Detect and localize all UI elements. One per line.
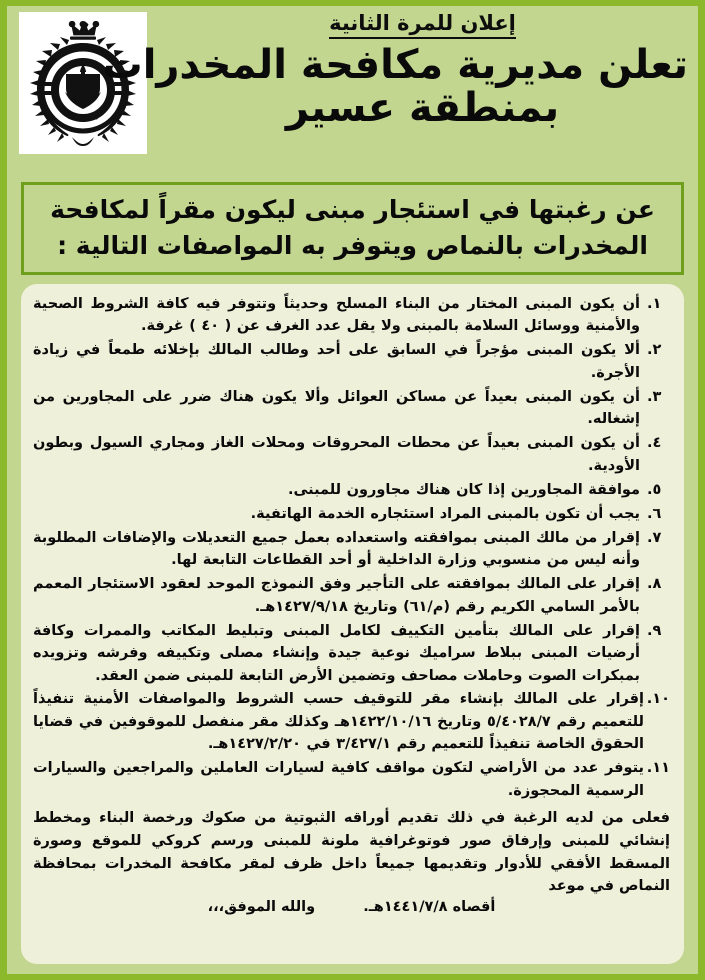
subtitle-line-1: عن رغبتها في استئجار مبنى ليكون مقراً لمكافحة bbox=[50, 195, 655, 224]
announcement-page bbox=[7, 6, 698, 974]
item-text: أن يكون المبنى بعيداً عن مساكن العوائل وألا يكون هناك ضرر على المجاورين من إشغاله. bbox=[33, 388, 640, 428]
list-item bbox=[33, 620, 670, 687]
list-item bbox=[33, 757, 670, 802]
list-item bbox=[33, 293, 670, 338]
item-number: ٨. bbox=[647, 576, 662, 593]
list-item bbox=[33, 432, 670, 477]
subtitle-box bbox=[21, 182, 684, 275]
header bbox=[7, 6, 698, 178]
item-number: ٧. bbox=[647, 529, 662, 546]
closing-paragraph: فعلى من لديه الرغبة في ذلك تقديم أوراقه الثبوتية من صكوك ورخصة البناء ومخطط إنشائي للمبنى وإرفاق صور فوتوغرافية ملونة للمبنى ورسم كروكي للموقع وصورة المسقط الأفقي للأدوار وتقديمها جميعاً داخل ظرف لمقر مكافحة المخدرات بمحافظة النماص في موعد bbox=[33, 810, 670, 895]
item-number: ١١. bbox=[646, 760, 670, 777]
requirements-panel bbox=[21, 284, 684, 964]
page-title-line-1: تعلن مديرية مكافحة المخدرات bbox=[102, 42, 688, 89]
item-number: ٢. bbox=[647, 342, 662, 359]
item-text: يتوفر عدد من الأراضي لتكون مواقف كافية لسيارات العاملين والمراجعين والسيارات الرسمية المحجوزة. bbox=[33, 760, 644, 799]
item-number: ٥. bbox=[647, 481, 662, 498]
item-number: ٦. bbox=[647, 505, 662, 522]
requirements-list bbox=[33, 293, 670, 802]
item-number: ١. bbox=[647, 296, 662, 312]
item-text: أن يكون المبنى المختار من البناء المسلح وحديثاً وتتوفر فيه كافة الشروط الصحية والأمنية ووسائل السلامة بالمبنى ولا يقل عدد الغرف عن ( ٤٠ ) غرفة. bbox=[33, 296, 640, 335]
list-item bbox=[33, 527, 670, 572]
item-text: إقرار من مالك المبنى بموافقته واستعداده بعمل جميع التعديلات والإضافات المطلوبة وأنه ليس من منسوبي وزارة الداخلية أو أحد القطاعات التابعة لها. bbox=[33, 529, 640, 569]
header-text-block bbox=[102, 10, 688, 132]
list-item bbox=[33, 386, 670, 431]
deadline-date: ١٤٤١/٧/٨هـ. bbox=[363, 898, 448, 915]
signoff-line bbox=[33, 899, 670, 915]
list-item bbox=[33, 339, 670, 384]
item-number: ١٠. bbox=[646, 691, 670, 708]
deadline-prefix: أقصاه bbox=[452, 898, 496, 915]
list-item bbox=[33, 573, 670, 618]
page-title-line-2: بمنطقة عسير bbox=[285, 85, 560, 132]
item-text: إقرار على المالك بإنشاء مقر للتوقيف حسب الشروط والمواصفات الأمنية تنفيذاً للتعميم رقم ٥/٤٠٢٨/٧ وتاريخ ١٤٢٢/١٠/١٦هـ وكذلك مقر منفصل للموقوفين في قضايا الحقوق الخاصة تنفيذاً للتعميم رقم ٣/٤٢٧/١ في ١٤٢٧/٢/٢٠هـ. bbox=[33, 691, 644, 753]
list-item bbox=[33, 479, 670, 501]
item-text: موافقة المجاورين إذا كان هناك مجاورون للمبنى. bbox=[288, 481, 640, 498]
list-item bbox=[33, 503, 670, 525]
subtitle-line-2: المخدرات بالنماص ويتوفر به المواصفات التالية : bbox=[57, 230, 648, 260]
item-number: ٣. bbox=[647, 388, 662, 405]
kicker-wrap bbox=[157, 10, 688, 39]
item-number: ٤. bbox=[647, 435, 662, 452]
item-text: ألا يكون المبنى مؤجراً في السابق على أحد وطالب المالك بإخلائه طمعاً في زيادة الأجرة. bbox=[33, 342, 640, 381]
item-text: أن يكون المبنى بعيداً عن محطات المحروقات ومحلات الغاز ومجاري السيول وبطون الأودية. bbox=[33, 435, 640, 474]
item-number: ٩. bbox=[647, 622, 662, 639]
item-text: يجب أن تكون بالمبنى المراد استئجاره الخدمة الهاتفية. bbox=[250, 505, 640, 522]
blessing-text: والله الموفق،،، bbox=[207, 898, 316, 915]
item-text: إقرار على المالك بتأمين التكييف لكامل المبنى وتبليط المكاتب والممرات وكافة أرضيات المبنى ببلاط سراميك نوعية جيدة وإنشاء مصلى وتكييفه وفرشه وتزويده بمبكرات الصوت وحاملات مصاحف وتضمين الأرض التابعة للمبنى ضمن العقد. bbox=[33, 622, 640, 684]
announcement-kicker: إعلان للمرة الثانية bbox=[329, 10, 516, 39]
list-item bbox=[33, 688, 670, 755]
item-text: إقرار على المالك بموافقته على التأجير وفق النموذج الموحد لعقود الاستئجار المعمم بالأمر السامي الكريم رقم (م/٦١) وتاريخ ١٤٢٧/٩/١٨هـ. bbox=[33, 576, 640, 615]
